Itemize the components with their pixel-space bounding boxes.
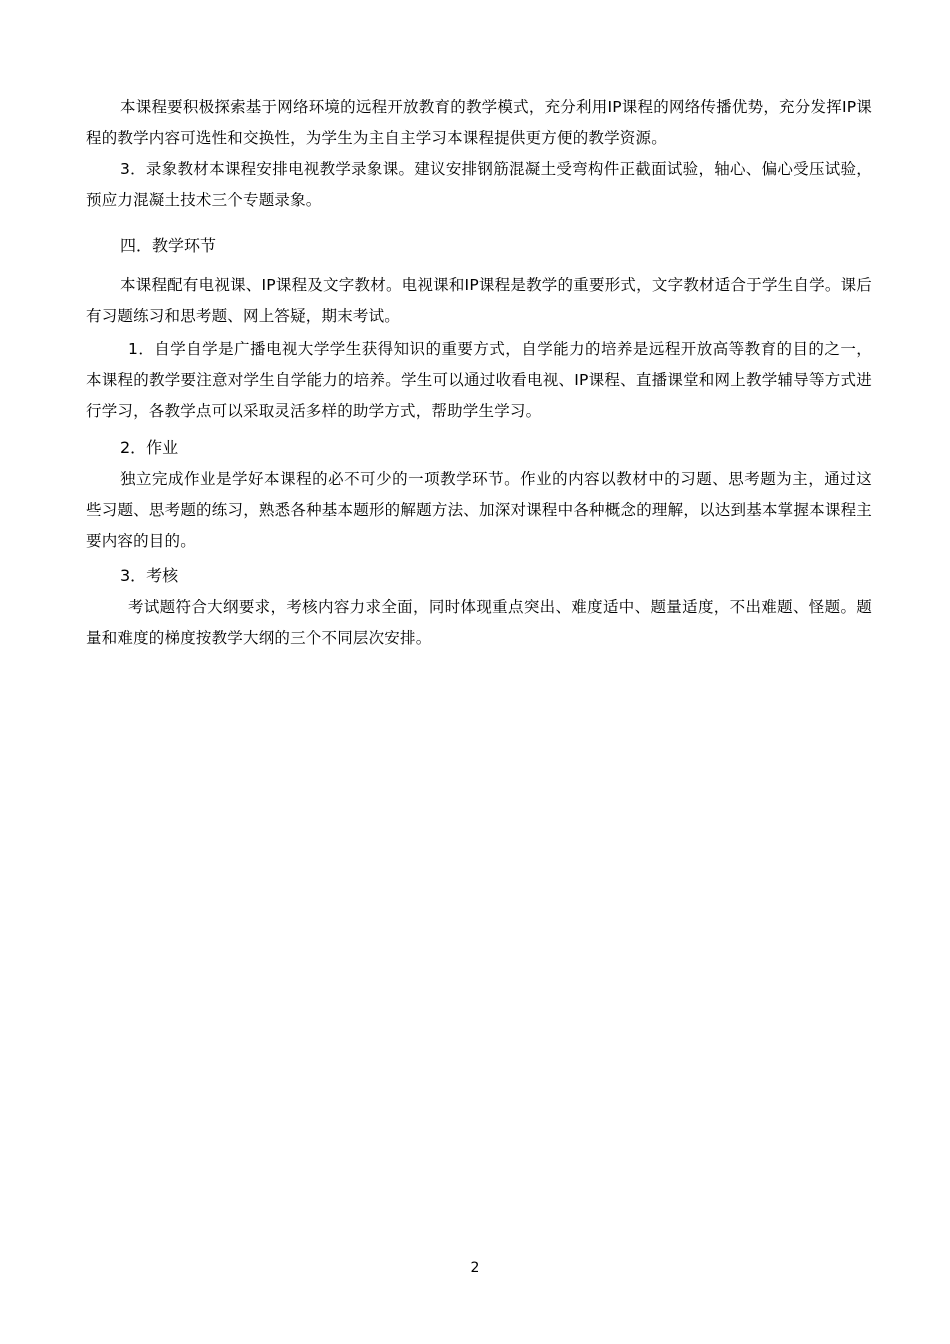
paragraph-assessment: 考试题符合大纲要求，考核内容力求全面，同时体现重点突出、难度适中、题量适度，不出难题、怪题。题量和难度的梯度按教学大纲的三个不同层次安排。 (86, 598, 872, 647)
paragraph-self-study: 1．自学自学是广播电视大学学生获得知识的重要方式，自学能力的培养是远程开放高等教育的目的之一，本课程的教学要注意对学生自学能力的培养。学生可以通过收看电视、IP课程、直播课堂和网上教学辅导等方式进行学习，各教学点可以采取灵活多样的助学方式，帮助学生学习。 (86, 340, 872, 420)
paragraph-ip-course-teaching-mode: 本课程要积极探索基于网络环境的远程开放教育的教学模式，充分利用IP课程的网络传播优势，充分发挥IP课程的教学内容可选性和交换性，为学生为主自主学习本课程提供更方便的教学资源。 (86, 98, 872, 147)
paragraph-course-resources: 本课程配有电视课、IP课程及文字教材。电视课和IP课程是教学的重要形式，文字教材适合于学生自学。课后有习题练习和思考题、网上答疑，期末考试。 (86, 276, 872, 325)
section-heading-teaching-links: 四．教学环节 (120, 236, 217, 255)
subheading-assessment: 3．考核 (120, 566, 179, 585)
subheading-homework: 2．作业 (120, 438, 179, 457)
paragraph-video-materials: 3．录象教材本课程安排电视教学录象课。建议安排钢筋混凝土受弯构件正截面试验，轴心、偏心受压试验，预应力混凝土技术三个专题录象。 (86, 160, 872, 209)
paragraph-homework: 独立完成作业是学好本课程的必不可少的一项教学环节。作业的内容以教材中的习题、思考题为主，通过这些习题、思考题的练习，熟悉各种基本题形的解题方法、加深对课程中各种概念的理解，以达到基本掌握本课程主要内容的目的。 (86, 470, 872, 550)
page-number: 2 (470, 1260, 480, 1276)
